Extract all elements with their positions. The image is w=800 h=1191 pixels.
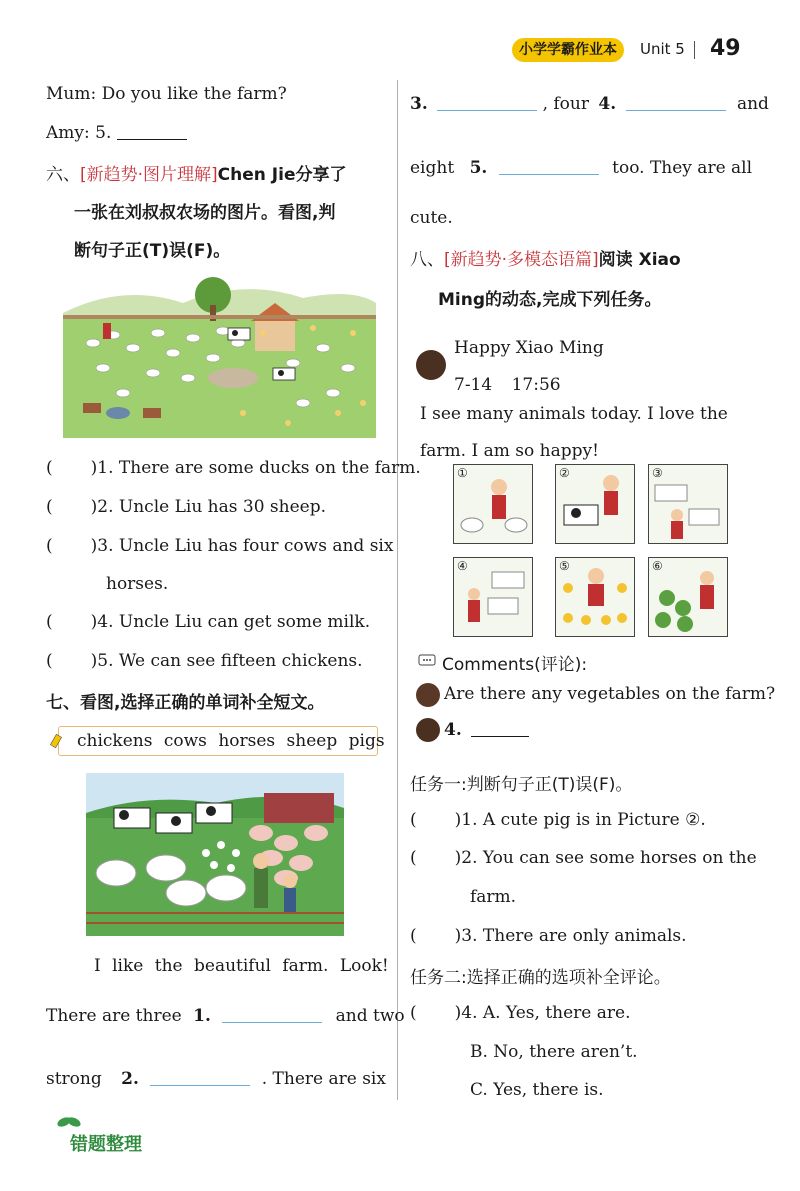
passage-line-2a: There are three xyxy=(46,1006,182,1026)
farm-picture-1 xyxy=(63,273,376,438)
blank-3-number: 3. xyxy=(410,94,428,114)
dialog-mum: Mum: Do you like the farm? xyxy=(46,84,287,104)
passage-line-3 xyxy=(46,1069,386,1089)
panel-2-number: ② xyxy=(559,466,570,480)
question-4-text: 4. Uncle Liu can get some milk. xyxy=(97,612,371,632)
word-sheep: sheep xyxy=(286,731,338,751)
question-4: ( )4. Uncle Liu can get some milk. xyxy=(46,612,371,632)
panel-3-number: ③ xyxy=(652,466,663,480)
xiao-ming-avatar xyxy=(416,350,446,380)
passage-line-3b: . There are six xyxy=(261,1069,386,1089)
section-6-tag: [新趋势·图片理解] xyxy=(80,165,218,185)
comment-bubble-icon xyxy=(418,654,436,668)
answer-blank-1[interactable] xyxy=(222,1022,322,1023)
question-1-text: 1. There are some ducks on the farm. xyxy=(97,458,421,478)
girl-figure-icon xyxy=(103,323,111,339)
passage-cont-line-2 xyxy=(410,158,752,178)
section-6-heading xyxy=(46,160,346,185)
dialog-amy-text: Amy: 5. xyxy=(46,123,112,143)
pencil-icon xyxy=(50,733,66,749)
section-8-line2b: 的动态,完成下列任务。 xyxy=(485,290,662,310)
question-1: ( )1. There are some ducks on the farm. xyxy=(46,458,421,478)
section-7-heading: 七、看图,选择正确的单词补全短文。 xyxy=(46,693,325,713)
answer-blank-4[interactable] xyxy=(626,110,726,111)
post-time: 17:56 xyxy=(511,375,561,395)
panel-5-number: ⑤ xyxy=(559,559,570,573)
header-separator xyxy=(694,41,695,59)
picture-panel-6 xyxy=(648,557,728,637)
word-pigs: pigs xyxy=(348,731,385,751)
picture-panel-2 xyxy=(555,464,635,544)
dialog-amy xyxy=(46,123,187,143)
farm-picture-2 xyxy=(86,773,344,936)
word-bank xyxy=(58,726,385,756)
workbook-badge: 小学学霸作业本 xyxy=(512,38,624,62)
section-8-tag: [新趋势·多模态语篇] xyxy=(444,250,599,270)
passage-line-2 xyxy=(46,1006,405,1026)
picture-panel-3 xyxy=(648,464,728,544)
passage-line-2b: and two xyxy=(335,1006,405,1026)
task-1-question-3-text: 3. There are only animals. xyxy=(461,926,687,946)
post-text-line-1: I see many animals today. I love the xyxy=(420,404,728,424)
passage-cont-line-3: cute. xyxy=(410,208,453,228)
word-horses: horses xyxy=(218,731,276,751)
task-1-question-3: ( )3. There are only animals. xyxy=(410,926,687,946)
question-3-continued: horses. xyxy=(106,574,169,594)
task-2-option-c: C. Yes, there is. xyxy=(470,1080,604,1100)
panel-1-number: ① xyxy=(457,466,468,480)
comment-answer-number: 4. xyxy=(444,720,462,740)
task-2-option-b: B. No, there aren’t. xyxy=(470,1042,638,1062)
panel-4-number: ④ xyxy=(457,559,468,573)
section-8-number: 八、 xyxy=(410,250,444,270)
section-6-line1: Chen Jie分享了 xyxy=(217,165,347,185)
section-8-heading xyxy=(410,245,681,270)
picture-panel-5 xyxy=(555,557,635,637)
blank-1-number: 1. xyxy=(193,1006,211,1026)
section-6-line2: 一张在刘叔叔农场的图片。看图,判 xyxy=(74,203,336,223)
passage-cont-line-1 xyxy=(410,94,769,114)
comment-answer xyxy=(444,720,529,740)
question-3: ( )3. Uncle Liu has four cows and six xyxy=(46,536,394,556)
passage-line-3a: strong xyxy=(46,1069,102,1089)
passage-cont-1a: , four xyxy=(542,94,589,114)
task-1-question-1-text: 1. A cute pig is in Picture ②. xyxy=(461,810,706,830)
comments-label: Comments(评论): xyxy=(442,655,588,675)
unit-label: Unit 5 xyxy=(640,40,685,58)
farmhouse-icon xyxy=(255,321,295,351)
passage-line-1: I like the beautiful farm. Look! xyxy=(94,956,389,976)
section-8-line2 xyxy=(438,285,661,310)
task-1-question-2-text: 2. You can see some horses on the xyxy=(461,848,757,868)
word-cows: cows xyxy=(163,731,207,751)
commenter-avatar xyxy=(416,683,440,707)
post-text-line-2: farm. I am so happy! xyxy=(420,441,599,461)
answer-blank-5[interactable] xyxy=(117,139,187,140)
column-divider xyxy=(397,80,398,1100)
task-1-question-2-continued: farm. xyxy=(470,887,517,907)
task-2-heading: 任务二:选择正确的选项补全评论。 xyxy=(410,968,671,988)
task-1-question-2: ( )2. You can see some horses on the xyxy=(410,848,757,868)
question-5: ( )5. We can see fifteen chickens. xyxy=(46,651,363,671)
blank-5-number: 5. xyxy=(469,158,488,178)
passage-cont-2a: eight xyxy=(410,158,455,178)
task-2-option-a: 4. A. Yes, there are. xyxy=(461,1003,631,1023)
task-1-heading: 任务一:判断句子正(T)误(F)。 xyxy=(410,775,633,795)
answer-blank-comment-4[interactable] xyxy=(471,736,529,737)
question-5-text: 5. We can see fifteen chickens. xyxy=(97,651,363,671)
blank-4-number: 4. xyxy=(598,94,617,114)
leaf-icon xyxy=(56,1113,82,1129)
task-2-question-4: ( )4. A. Yes, there are. xyxy=(410,1003,631,1023)
section-8-line1: 阅读 Xiao xyxy=(598,250,681,270)
answer-blank-3[interactable] xyxy=(437,110,537,111)
panel-6-number: ⑥ xyxy=(652,559,663,573)
passage-cont-1b: and xyxy=(736,94,769,114)
barn-icon xyxy=(264,793,334,823)
picture-panel-4 xyxy=(453,557,533,637)
blank-2-number: 2. xyxy=(121,1069,139,1089)
passage-cont-2b: too. They are all xyxy=(612,158,753,178)
post-timestamp xyxy=(454,375,561,395)
question-2: ( )2. Uncle Liu has 30 sheep. xyxy=(46,497,327,517)
answer-blank-5b[interactable] xyxy=(499,174,599,175)
section-6-number: 六、 xyxy=(46,165,80,185)
xiao-ming-reply-avatar xyxy=(416,718,440,742)
question-2-text: 2. Uncle Liu has 30 sheep. xyxy=(97,497,327,517)
comment-question: Are there any vegetables on the farm? xyxy=(444,684,776,704)
post-username: Happy Xiao Ming xyxy=(454,338,604,358)
answer-blank-2[interactable] xyxy=(150,1085,250,1086)
section-8-line2a: Ming xyxy=(438,290,486,310)
section-6-line3: 断句子正(T)误(F)。 xyxy=(74,241,231,261)
picture-panel-1 xyxy=(453,464,533,544)
question-3-text: 3. Uncle Liu has four cows and six xyxy=(97,536,394,556)
error-notes-label: 错题整理 xyxy=(70,1134,142,1155)
page-number: 49 xyxy=(710,36,741,61)
post-date: 7-14 xyxy=(454,375,493,395)
word-chickens: chickens xyxy=(77,731,153,751)
task-1-question-1: ( )1. A cute pig is in Picture ②. xyxy=(410,810,706,830)
